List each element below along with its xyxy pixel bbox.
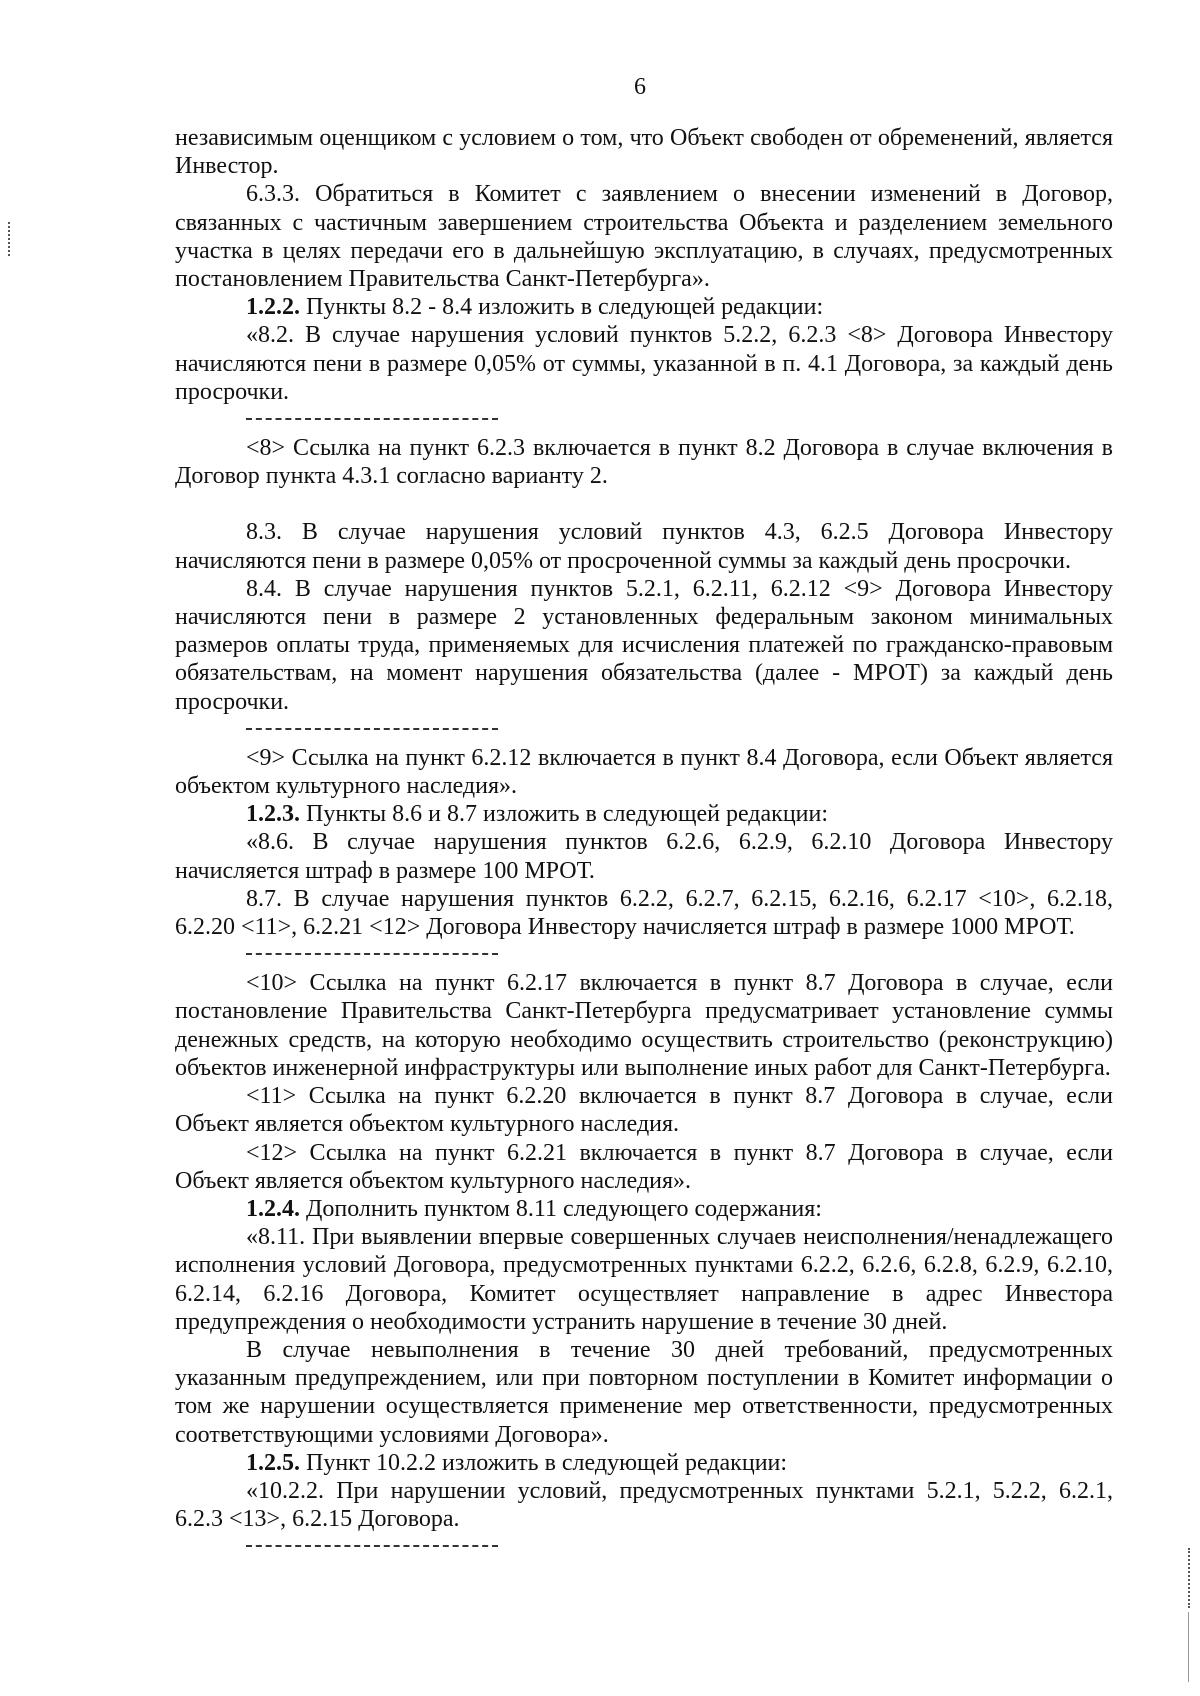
footnote-separator — [246, 406, 1113, 434]
scan-margin-mark — [8, 222, 12, 256]
footnote: <9> Ссылка на пункт 6.2.12 включается в пункт 8.4 Договора, если Объект является объектом культурного наследия». — [175, 744, 1113, 800]
scan-margin-mark — [1188, 1548, 1192, 1608]
footnote-separator — [246, 941, 1113, 969]
paragraph: 8.4. В случае нарушения пунктов 5.2.1, 6.2.11, 6.2.12 <9> Договора Инвестору начисляются пени в размере 2 установленных федеральным законом минимальных размеров оплаты труда, применяемых для исчисления платежей по гражданско-правовым обязательствам, на момент нарушения обязательства (далее - МРОТ) за каждый день просрочки. — [175, 575, 1113, 715]
section-number: 1.2.5. — [246, 1449, 300, 1476]
paragraph: 6.3.3. Обратиться в Комитет с заявлением о внесении изменений в Договор, связанных с частичным завершением строительства Объекта и разделением земельного участка в целях передачи его в дальнейшую эксплуатацию, в случаях, предусмотренных постановлением Правительства Санкт-Петербурга». — [175, 181, 1113, 293]
paragraph: независимым оценщиком с условием о том, что Объект свободен от обременений, является Инвестор. — [175, 125, 1113, 180]
scan-margin-mark — [1188, 1612, 1191, 1682]
section-text: Пункты 8.6 и 8.7 изложить в следующей редакции: — [300, 801, 829, 828]
section-text: Пункт 10.2.2 изложить в следующей редакции: — [300, 1449, 788, 1476]
paragraph: «8.6. В случае нарушения пунктов 6.2.6, 6.2.9, 6.2.10 Договора Инвестору начисляется штраф в размере 100 МРОТ. — [175, 829, 1113, 884]
section-heading — [175, 1195, 1113, 1223]
paragraph: В случае невыполнения в течение 30 дней требований, предусмотренных указанным предупреждением, или при повторном поступлении в Комитет информации о том же нарушении осуществляется применение мер ответственности, предусмотренных соответствующими условиями Договора». — [175, 1336, 1113, 1448]
section-number: 1.2.2. — [246, 294, 300, 321]
paragraph: «8.11. При выявлении впервые совершенных случаев неисполнения/ненадлежащего исполнения условий Договора, предусмотренных пунктами 6.2.2, 6.2.6, 6.2.8, 6.2.9, 6.2.10, 6.2.14, 6.2.16 Договора, Комитет осуществляет направление в адрес Инвестора предупреждения о необходимости устранить нарушение в течение 30 дней. — [175, 1224, 1113, 1335]
paragraph: «8.2. В случае нарушения условий пунктов 5.2.2, 6.2.3 <8> Договора Инвестору начисляются пени в размере 0,05% от суммы, указанной в п. 4.1 Договора, за каждый день просрочки. — [175, 322, 1113, 405]
footnote-separator — [246, 716, 1113, 744]
section-heading — [175, 800, 1113, 828]
footnote-separator — [246, 1533, 1113, 1561]
footnote: <8> Ссылка на пункт 6.2.3 включается в пункт 8.2 Договора в случае включения в Договор пункта 4.3.1 согласно варианту 2. — [175, 435, 1113, 490]
footnote: <10> Ссылка на пункт 6.2.17 включается в пункт 8.7 Договора в случае, если постановление Правительства Санкт-Петербурга предусматривает установление суммы денежных средств, на которую необходимо осуществить строительство (реконструкцию) объектов инженерной инфраструктуры или выполнение иных работ для Санкт-Петербурга. — [175, 970, 1113, 1081]
footnote: <11> Ссылка на пункт 6.2.20 включается в пункт 8.7 Договора в случае, если Объект является объектом культурного наследия. — [175, 1083, 1113, 1138]
paragraph: «10.2.2. При нарушении условий, предусмотренных пунктами 5.2.1, 5.2.2, 6.2.1, 6.2.3 <13>, 6.2.15 Договора. — [175, 1477, 1113, 1533]
section-text: Пункты 8.2 - 8.4 изложить в следующей редакции: — [300, 294, 824, 321]
document-body — [175, 124, 1113, 1561]
section-text: Дополнить пунктом 8.11 следующего содержания: — [300, 1195, 822, 1222]
paragraph: 8.3. В случае нарушения условий пунктов 4.3, 6.2.5 Договора Инвестору начисляются пени в размере 0,05% от просроченной суммы за каждый день просрочки. — [175, 519, 1113, 574]
section-number: 1.2.3. — [246, 801, 300, 828]
section-heading — [175, 1449, 1113, 1477]
blank-line — [175, 490, 1113, 518]
page-number: 6 — [634, 74, 646, 100]
section-number: 1.2.4. — [246, 1195, 300, 1222]
footnote: <12> Ссылка на пункт 6.2.21 включается в пункт 8.7 Договора в случае, если Объект является объектом культурного наследия». — [175, 1139, 1113, 1194]
section-heading — [175, 293, 1113, 321]
paragraph: 8.7. В случае нарушения пунктов 6.2.2, 6.2.7, 6.2.15, 6.2.16, 6.2.17 <10>, 6.2.18, 6.2.20 <11>, 6.2.21 <12> Договора Инвестору начисляется штраф в размере 1000 МРОТ. — [175, 885, 1113, 941]
